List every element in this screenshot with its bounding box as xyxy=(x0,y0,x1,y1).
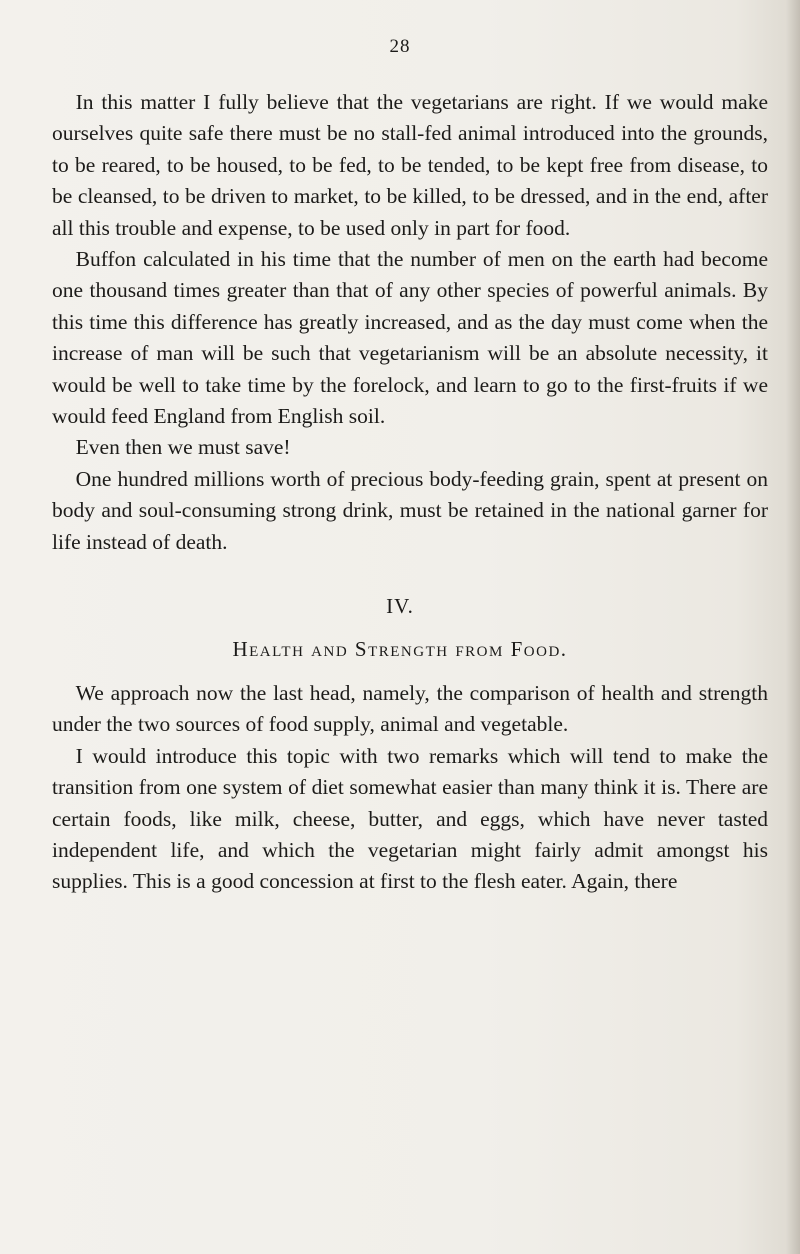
paragraph-buffon: Buffon calculated in his time that the number of men on the earth had become one thousand times greater than that of any other species of powerful animals. By this time this difference has greatly increased, and as the day must come when the increase of man will be such that vegetarianism will be an absolute necessity, it would be well to take time by the forelock, and learn to go to the first-fruits if we would feed England from English soil. xyxy=(52,247,768,429)
body-text-before-section xyxy=(52,87,768,558)
section-numeral: IV. xyxy=(386,594,414,618)
paragraph-vegetarians-right: In this matter I fully believe that the vegetarians are right. If we would make ourselves quite safe there must be no stall-fed animal introduced into the grounds, to be reared, to be housed, to be fed, to be tended, to be kept free from disease, to be cleansed, to be driven to market, to be killed, to be dressed, and in the end, after all this trouble and expense, to be used only in part for food. xyxy=(52,90,768,240)
page-number: 28 xyxy=(389,36,411,57)
body-text-after-section xyxy=(52,678,768,898)
paragraph-grain: One hundred millions worth of precious body-feeding grain, spent at present on body and soul-consuming strong drink, must be retained in the national garner for life instead of death. xyxy=(52,466,768,554)
paragraph-two-remarks: I would introduce this topic with two remarks which will tend to make the transition from one system of diet somewhat easier than many think it is. There are certain foods, like milk, cheese, butter, and eggs, which have never tasted independent life, and which the vegetarian might fairly admit amongst his supplies. This is a good concession at first to the flesh eater. Again, there xyxy=(52,743,768,894)
page-edge-shadow xyxy=(786,0,800,1254)
paragraph-save: Even then we must save! xyxy=(75,435,291,460)
section-title: Health and Strength from Food. xyxy=(232,637,568,661)
paragraph-last-head: We approach now the last head, namely, the comparison of health and strength under the two sources of food supply, animal and vegetable. xyxy=(52,681,768,737)
